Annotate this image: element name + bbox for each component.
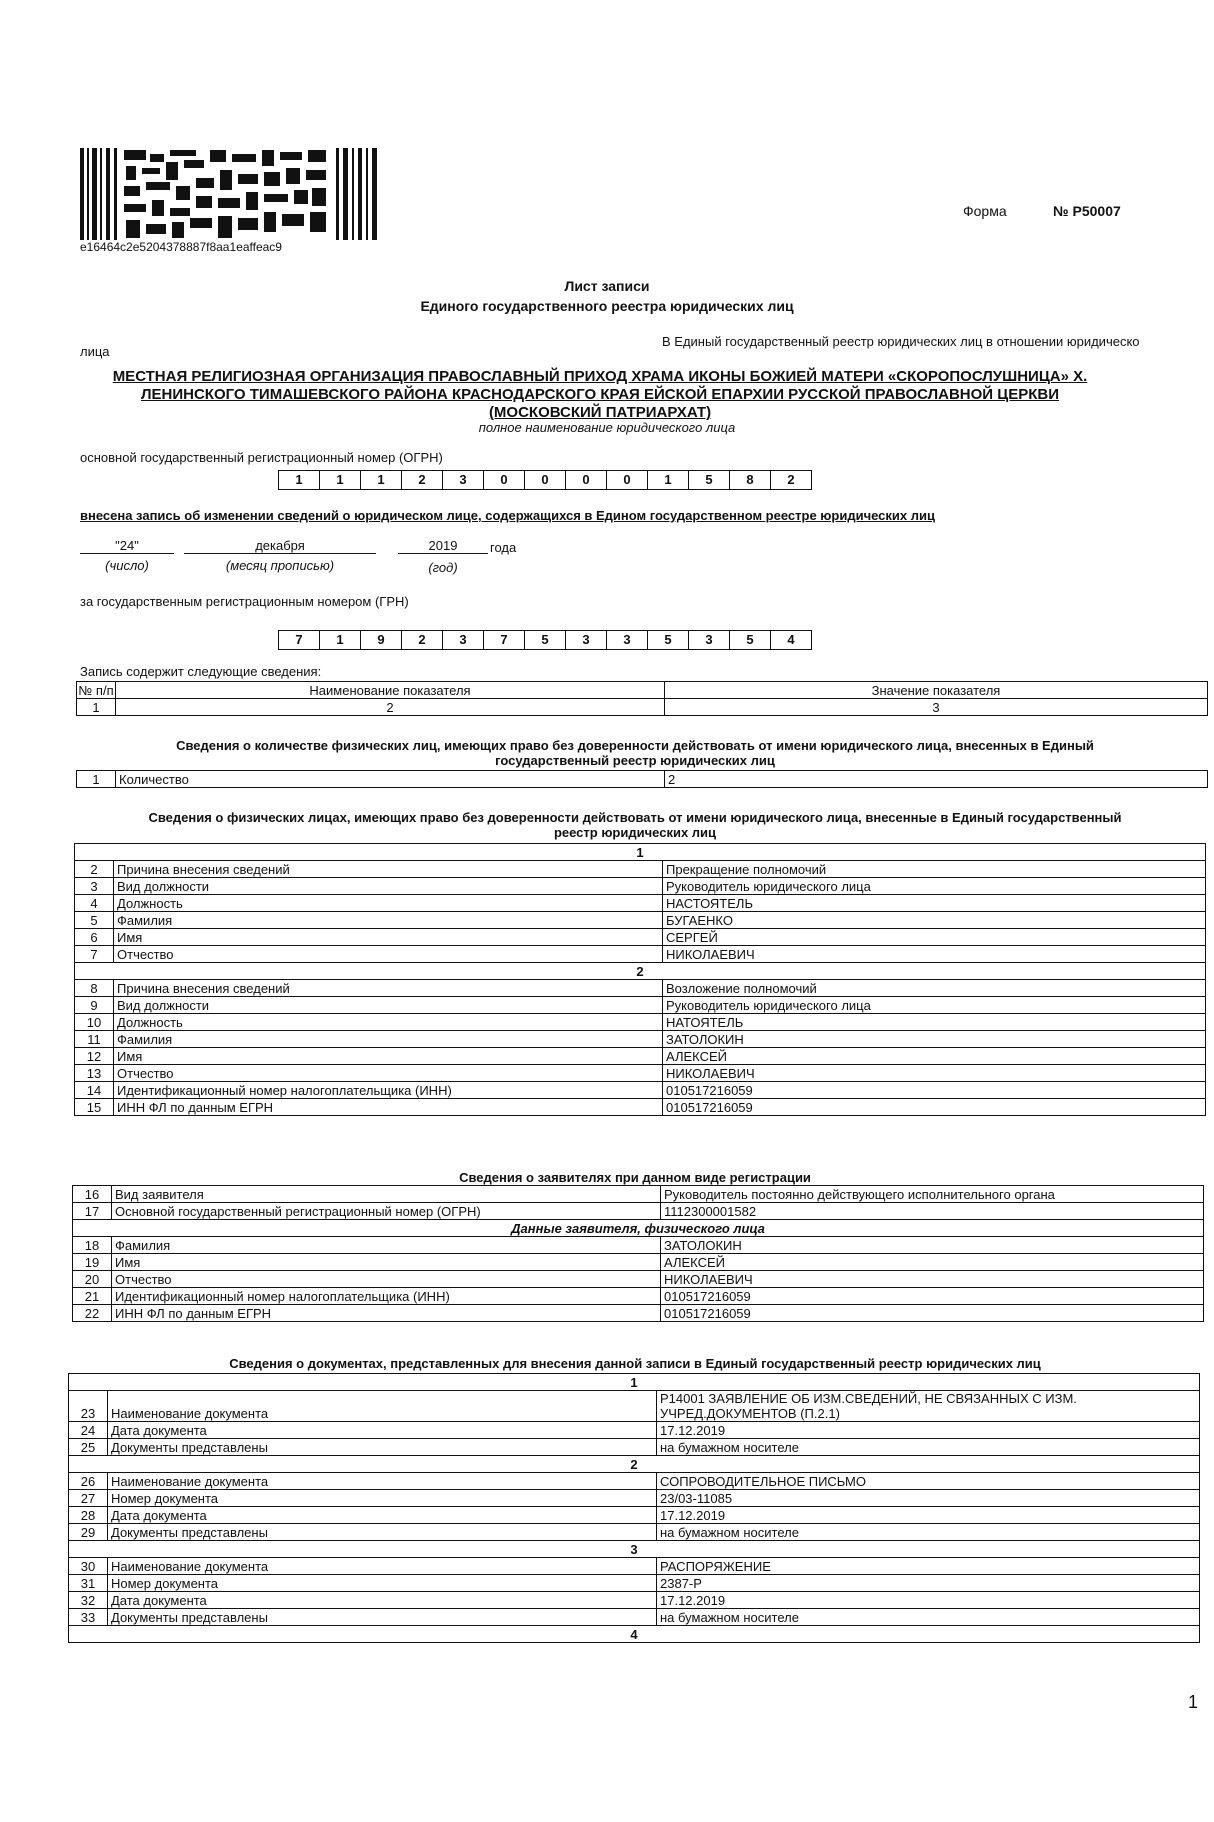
row-name: Основной государственный регистрационный номер (ОГРН) — [112, 1203, 661, 1220]
row-number: 19 — [73, 1254, 112, 1271]
row-name: Должность — [114, 1014, 663, 1031]
row-name: Отчество — [114, 946, 663, 963]
page-number: 1 — [1188, 1692, 1199, 1712]
group-label: 1 — [69, 1374, 1200, 1391]
intro-text: В Единый государственный реестр юридических лиц в отношении юридическо — [662, 334, 1140, 349]
row-value: на бумажном носителе — [657, 1524, 1200, 1541]
row-value: НИКОЛАЕВИЧ — [663, 946, 1206, 963]
section-persons-title — [70, 810, 1200, 840]
row-name: Отчество — [114, 1065, 663, 1082]
table-row — [75, 895, 1206, 912]
row-name: Количество — [116, 771, 665, 788]
row-value: СОПРОВОДИТЕЛЬНОЕ ПИСЬМО — [657, 1473, 1200, 1490]
ogrn-digit: 1 — [361, 470, 402, 490]
table-row — [75, 1014, 1206, 1031]
table-row — [69, 1575, 1200, 1592]
row-name: Отчество — [112, 1271, 661, 1288]
documents-table — [68, 1373, 1200, 1643]
row-number: 2 — [75, 861, 114, 878]
row-number: 30 — [69, 1558, 108, 1575]
row-name: Причина внесения сведений — [114, 861, 663, 878]
row-number: 3 — [75, 878, 114, 895]
table-row — [77, 771, 1208, 788]
row-value: Руководитель юридического лица — [663, 997, 1206, 1014]
ogrn-label: основной государственный регистрационный номер (ОГРН) — [80, 450, 443, 465]
row-number: 5 — [75, 912, 114, 929]
row-value: 2387-Р — [657, 1575, 1200, 1592]
ogrn-boxes — [278, 470, 812, 490]
grn-digit: 1 — [320, 630, 361, 650]
row-name: ИНН ФЛ по данным ЕГРН — [112, 1305, 661, 1322]
grn-digit: 3 — [607, 630, 648, 650]
header-num-2: 2 — [116, 699, 665, 716]
grn-label: за государственным регистрационным номером (ГРН) — [80, 594, 409, 609]
header-num-3: 3 — [665, 699, 1208, 716]
row-number: 17 — [73, 1203, 112, 1220]
row-number: 22 — [73, 1305, 112, 1322]
grn-digit: 2 — [402, 630, 443, 650]
table-row — [69, 1609, 1200, 1626]
row-number: 1 — [77, 771, 116, 788]
row-value: 17.12.2019 — [657, 1592, 1200, 1609]
table-row — [75, 997, 1206, 1014]
table-row — [69, 1507, 1200, 1524]
row-name: Вид должности — [114, 997, 663, 1014]
ogrn-digit: 0 — [484, 470, 525, 490]
barcode-code: e16464c2e5204378887f8aa1eaffeac9 — [80, 240, 282, 254]
grn-digit: 5 — [730, 630, 771, 650]
persons-table — [74, 843, 1206, 1116]
row-name: Документы представлены — [108, 1524, 657, 1541]
form-number: № Р50007 — [1053, 203, 1121, 219]
row-value: НАСТОЯТЕЛЬ — [663, 895, 1206, 912]
row-number: 24 — [69, 1422, 108, 1439]
row-name: Вид заявителя — [112, 1186, 661, 1203]
row-value: 010517216059 — [661, 1288, 1204, 1305]
row-number: 31 — [69, 1575, 108, 1592]
row-value: СЕРГЕЙ — [663, 929, 1206, 946]
row-value: 23/03-11085 — [657, 1490, 1200, 1507]
row-number: 6 — [75, 929, 114, 946]
table-row — [73, 1305, 1204, 1322]
ogrn-digit: 2 — [402, 470, 443, 490]
ogrn-digit: 8 — [730, 470, 771, 490]
row-number: 13 — [75, 1065, 114, 1082]
table-row — [73, 1288, 1204, 1305]
org-name-caption: полное наименование юридического лица — [478, 420, 736, 435]
date-suffix: года — [490, 540, 517, 555]
row-name: Наименование документа — [108, 1391, 657, 1422]
row-value: НИКОЛАЕВИЧ — [661, 1271, 1204, 1288]
row-value: НАТОЯТЕЛЬ — [663, 1014, 1206, 1031]
row-value: АЛЕКСЕЙ — [663, 1048, 1206, 1065]
ogrn-digit: 2 — [771, 470, 812, 490]
row-value: Руководитель юридического лица — [663, 878, 1206, 895]
table-row — [73, 1254, 1204, 1271]
row-value: РАСПОРЯЖЕНИЕ — [657, 1558, 1200, 1575]
row-value-line2: УЧРЕД.ДОКУМЕНТОВ (П.2.1) — [660, 1406, 840, 1421]
row-number: 10 — [75, 1014, 114, 1031]
table-row — [75, 1065, 1206, 1082]
section-applicants-title: Сведения о заявителях при данном виде регистрации — [459, 1170, 811, 1185]
row-value: ЗАТОЛОКИН — [661, 1237, 1204, 1254]
row-name: Имя — [114, 929, 663, 946]
row-value: Руководитель постоянно действующего исполнительного органа — [661, 1186, 1204, 1203]
row-value: 010517216059 — [663, 1099, 1206, 1116]
row-name: Вид должности — [114, 878, 663, 895]
group-label: 1 — [75, 844, 1206, 861]
row-name: Фамилия — [112, 1237, 661, 1254]
row-name: Документы представлены — [108, 1609, 657, 1626]
org-name-line1: МЕСТНАЯ РЕЛИГИОЗНАЯ ОРГАНИЗАЦИЯ ПРАВОСЛАВНЫЙ ПРИХОД ХРАМА ИКОНЫ БОЖИЕЙ МАТЕРИ «СКОРОПОСЛУШНИЦА» Х. — [112, 368, 1088, 385]
row-value: на бумажном носителе — [657, 1609, 1200, 1626]
row-number: 26 — [69, 1473, 108, 1490]
grn-digit: 7 — [484, 630, 525, 650]
header-table — [76, 681, 1208, 716]
row-number: 15 — [75, 1099, 114, 1116]
row-number: 32 — [69, 1592, 108, 1609]
entry-line: внесена запись об изменении сведений о юридическом лице, содержащихся в Едином государственном реестре юридических лиц — [80, 508, 935, 523]
ogrn-digit: 1 — [320, 470, 361, 490]
row-value: АЛЕКСЕЙ — [661, 1254, 1204, 1271]
group-label: 2 — [69, 1456, 1200, 1473]
group-label: 4 — [69, 1626, 1200, 1643]
row-number: 8 — [75, 980, 114, 997]
row-name: Номер документа — [108, 1490, 657, 1507]
row-number: 23 — [69, 1391, 108, 1422]
row-value: БУГАЕНКО — [663, 912, 1206, 929]
section-count-title-line1: Сведения о количестве физических лиц, имеющих право без доверенности действовать от имени юридического лица, внесенных в Единый — [176, 738, 1094, 753]
row-number: 20 — [73, 1271, 112, 1288]
row-value: 010517216059 — [663, 1082, 1206, 1099]
row-name: Фамилия — [114, 912, 663, 929]
row-number: 21 — [73, 1288, 112, 1305]
date-year: 2019 — [398, 538, 488, 554]
section-count-title — [70, 738, 1200, 768]
row-number: 27 — [69, 1490, 108, 1507]
section-persons-title-line1: Сведения о физических лицах, имеющих право без доверенности действовать от имени юридического лица, внесенные в Единый государственный — [148, 810, 1122, 825]
ogrn-digit: 1 — [278, 470, 320, 490]
table-row — [75, 980, 1206, 997]
row-value: Возложение полномочий — [663, 980, 1206, 997]
row-name: Имя — [114, 1048, 663, 1065]
table-row — [75, 861, 1206, 878]
row-value — [657, 1391, 1200, 1422]
grn-digit: 3 — [566, 630, 607, 650]
row-number: 7 — [75, 946, 114, 963]
table-row — [73, 1186, 1204, 1203]
count-table — [76, 770, 1208, 788]
row-name: Дата документа — [108, 1507, 657, 1524]
row-name: Номер документа — [108, 1575, 657, 1592]
grn-digit: 3 — [443, 630, 484, 650]
date-day: "24" — [80, 538, 174, 554]
group-label: 2 — [75, 963, 1206, 980]
grn-boxes — [278, 630, 812, 650]
header-col-value: Значение показателя — [665, 682, 1208, 699]
row-value: ЗАТОЛОКИН — [663, 1031, 1206, 1048]
row-value: 010517216059 — [661, 1305, 1204, 1322]
row-name: Наименование документа — [108, 1558, 657, 1575]
row-name: Должность — [114, 895, 663, 912]
row-number: 33 — [69, 1609, 108, 1626]
row-name: Идентификационный номер налогоплательщика (ИНН) — [114, 1082, 663, 1099]
date-month: декабря — [184, 538, 376, 554]
row-name: Дата документа — [108, 1422, 657, 1439]
table-row — [75, 912, 1206, 929]
table-row — [75, 1099, 1206, 1116]
table-row — [69, 1422, 1200, 1439]
row-name: Идентификационный номер налогоплательщика (ИНН) — [112, 1288, 661, 1305]
row-number: 29 — [69, 1524, 108, 1541]
ogrn-digit: 3 — [443, 470, 484, 490]
grn-digit: 9 — [361, 630, 402, 650]
table-row — [69, 1524, 1200, 1541]
doc-title-line1: Лист записи — [564, 278, 650, 294]
table-row — [75, 946, 1206, 963]
row-number: 16 — [73, 1186, 112, 1203]
header-col-num: № п/п — [78, 683, 114, 698]
table-row — [73, 1237, 1204, 1254]
row-value: на бумажном носителе — [657, 1439, 1200, 1456]
table-row — [69, 1558, 1200, 1575]
table-row — [73, 1203, 1204, 1220]
date-year-caption: (год) — [428, 560, 458, 575]
row-value: 17.12.2019 — [657, 1422, 1200, 1439]
date-day-caption: (число) — [105, 558, 149, 573]
table-row — [75, 1031, 1206, 1048]
ogrn-digit: 5 — [689, 470, 730, 490]
intro-tail: лица — [80, 344, 110, 359]
row-number: 18 — [73, 1237, 112, 1254]
table-row — [69, 1391, 1200, 1422]
row-name: Документы представлены — [108, 1439, 657, 1456]
row-name: Фамилия — [114, 1031, 663, 1048]
section-persons-title-line2: реестр юридических лиц — [553, 825, 717, 840]
header-col-name: Наименование показателя — [116, 682, 665, 699]
row-name: Дата документа — [108, 1592, 657, 1609]
table-row — [73, 1271, 1204, 1288]
barcode-image — [80, 148, 380, 240]
org-name-line2: ЛЕНИНСКОГО ТИМАШЕВСКОГО РАЙОНА КРАСНОДАРСКОГО КРАЯ ЕЙСКОЙ ЕПАРХИИ РУССКОЙ ПРАВОСЛАВНОЙ ЦЕРКВИ — [141, 386, 1059, 403]
ogrn-digit: 1 — [648, 470, 689, 490]
ogrn-digit: 0 — [566, 470, 607, 490]
table-row — [69, 1473, 1200, 1490]
grn-digit: 3 — [689, 630, 730, 650]
table-row — [69, 1592, 1200, 1609]
row-number: 11 — [75, 1031, 114, 1048]
row-name: ИНН ФЛ по данным ЕГРН — [114, 1099, 663, 1116]
row-name: Наименование документа — [108, 1473, 657, 1490]
form-label: Форма — [963, 203, 1007, 219]
row-number: 25 — [69, 1439, 108, 1456]
record-contains: Запись содержит следующие сведения: — [80, 664, 322, 679]
section-count-title-line2: государственный реестр юридических лиц — [495, 753, 775, 768]
table-row — [69, 1490, 1200, 1507]
table-row — [75, 1048, 1206, 1065]
table-row — [75, 1082, 1206, 1099]
date-month-caption: (месяц прописью) — [225, 558, 335, 573]
grn-digit: 5 — [525, 630, 566, 650]
row-number: 14 — [75, 1082, 114, 1099]
grn-digit: 7 — [278, 630, 320, 650]
table-row — [69, 1439, 1200, 1456]
row-value: 1112300001582 — [661, 1203, 1204, 1220]
grn-digit: 4 — [771, 630, 812, 650]
org-name — [100, 368, 1100, 422]
group-label: 3 — [69, 1541, 1200, 1558]
row-value: 17.12.2019 — [657, 1507, 1200, 1524]
applicants-table — [72, 1185, 1204, 1322]
applicant-subheader: Данные заявителя, физического лица — [73, 1220, 1204, 1237]
table-row — [75, 878, 1206, 895]
ogrn-digit: 0 — [525, 470, 566, 490]
row-name: Имя — [112, 1254, 661, 1271]
row-value: НИКОЛАЕВИЧ — [663, 1065, 1206, 1082]
grn-digit: 5 — [648, 630, 689, 650]
row-value: 2 — [665, 771, 1208, 788]
row-name: Причина внесения сведений — [114, 980, 663, 997]
section-documents-title: Сведения о документах, представленных для внесения данной записи в Единый государственный реестр юридических лиц — [229, 1356, 1041, 1371]
row-number: 4 — [75, 895, 114, 912]
doc-title-line2: Единого государственного реестра юридических лиц — [420, 298, 794, 314]
table-row — [75, 929, 1206, 946]
row-number: 12 — [75, 1048, 114, 1065]
row-value: Прекращение полномочий — [663, 861, 1206, 878]
ogrn-digit: 0 — [607, 470, 648, 490]
header-num-1: 1 — [77, 699, 116, 716]
row-number: 9 — [75, 997, 114, 1014]
org-name-line3: (МОСКОВСКИЙ ПАТРИАРХАТ) — [488, 404, 712, 421]
row-number: 28 — [69, 1507, 108, 1524]
row-value-line1: Р14001 ЗАЯВЛЕНИЕ ОБ ИЗМ.СВЕДЕНИЙ, НЕ СВЯЗАННЫХ С ИЗМ. — [660, 1391, 1077, 1406]
